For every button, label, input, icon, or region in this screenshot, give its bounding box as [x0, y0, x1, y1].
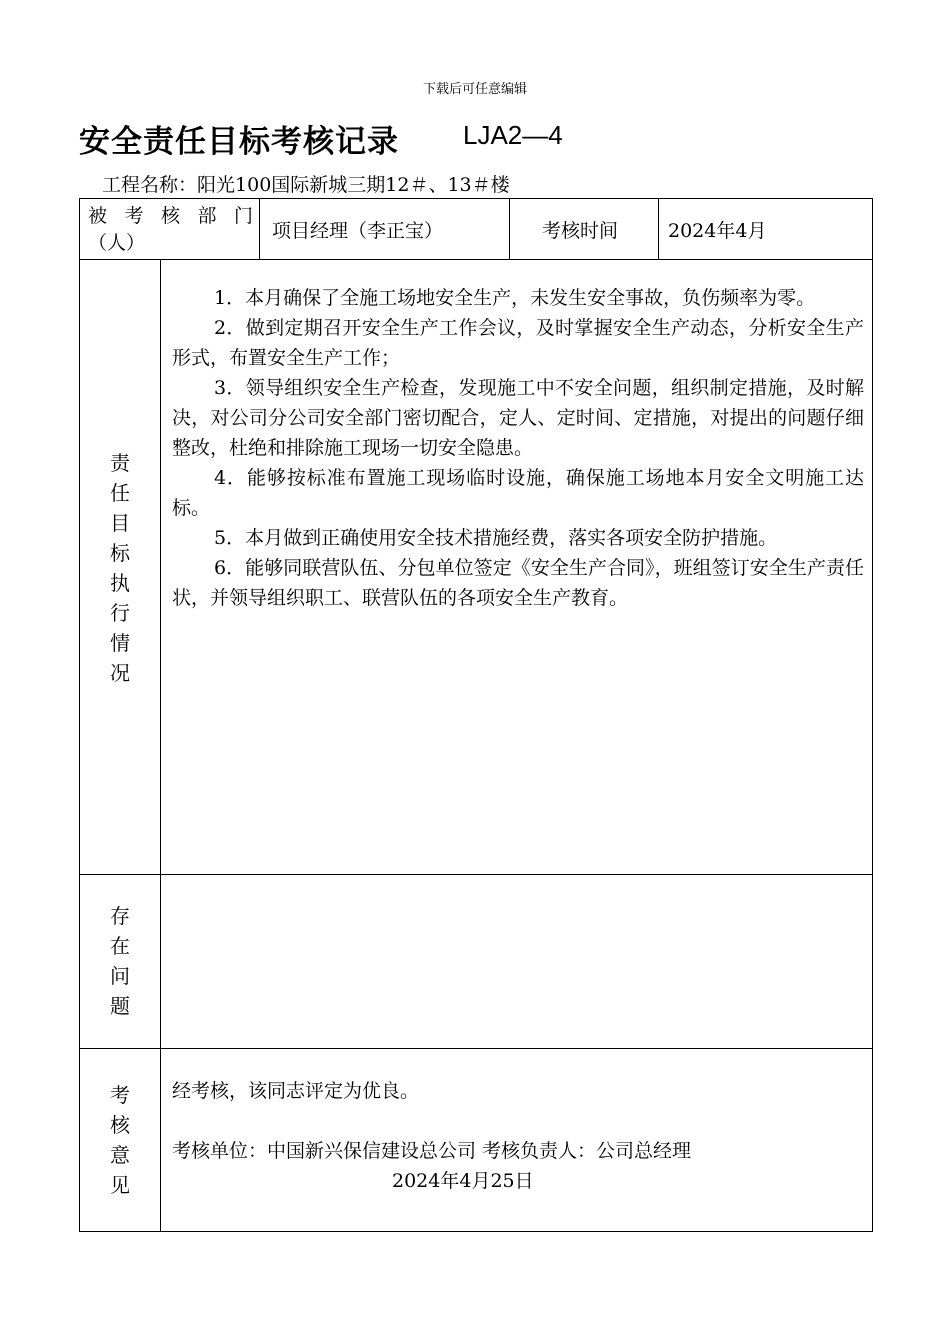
label-char: 题 — [110, 994, 130, 1018]
row-divider — [79, 259, 873, 260]
column-divider — [658, 198, 659, 259]
dept-label: 被考核部门 — [88, 205, 253, 227]
section-label-execution — [80, 448, 160, 688]
time-label: 考核时间 — [542, 220, 619, 242]
label-char: 标 — [110, 541, 130, 565]
label-char: 情 — [110, 631, 130, 655]
execution-item: 2．做到定期召开安全生产工作会议，及时掌握安全生产动态，分析安全生产形式，布置安全生产工作； — [172, 317, 864, 369]
column-divider — [160, 259, 161, 1232]
document-code: LJA2—4 — [463, 120, 563, 150]
execution-item: 5．本月做到正确使用安全技术措施经费，落实各项安全防护措施。 — [214, 527, 778, 549]
label-char: 执 — [110, 571, 130, 595]
label-char: 况 — [110, 661, 130, 685]
execution-item: 1．本月确保了全施工场地安全生产，未发生安全事故，负伤频率为零。 — [214, 287, 816, 309]
row-divider — [79, 874, 873, 875]
label-char: 行 — [110, 601, 130, 625]
dept-label-suffix: （人） — [88, 232, 146, 254]
label-char: 问 — [110, 964, 130, 988]
execution-item: 3．领导组织安全生产检查，发现施工中不安全问题，组织制定措施，及时解决，对公司分公司安全部门密切配合，定人、定时间、定措施，对提出的问题仔细整改，杜绝和排除施工现场一切安全隐患。 — [172, 377, 864, 459]
document-title: 安全责任目标考核记录 — [79, 124, 399, 160]
label-char: 考 — [110, 1083, 130, 1107]
column-divider — [509, 198, 510, 259]
label-char: 见 — [110, 1173, 130, 1197]
execution-items — [172, 283, 864, 613]
header-note: 下载后可任意编辑 — [422, 82, 527, 97]
project-label: 工程名称： — [102, 174, 198, 196]
execution-item: 4．能够按标准布置施工现场临时设施，确保施工场地本月安全文明施工达标。 — [172, 467, 864, 519]
label-char: 意 — [110, 1143, 130, 1167]
label-char: 责 — [110, 451, 130, 475]
column-divider — [259, 198, 260, 259]
assessment-date: 2024年4月25日 — [392, 1170, 534, 1192]
dept-value: 项目经理（李正宝） — [272, 220, 444, 242]
section-label-problems — [80, 901, 160, 1021]
label-char: 目 — [110, 511, 130, 535]
section-label-opinion — [80, 1080, 160, 1200]
execution-item: 6．能够同联营队伍、分包单位签定《安全生产合同》，班组签订安全生产责任状，并领导组织职工、联营队伍的各项安全生产教育。 — [172, 557, 864, 609]
opinion-text: 经考核，该同志评定为优良。 — [172, 1080, 420, 1102]
project-line — [102, 170, 510, 197]
label-char: 存 — [110, 904, 130, 928]
label-char: 任 — [110, 481, 130, 505]
signature-line: 考核单位：中国新兴保信建设总公司 考核负责人：公司总经理 — [172, 1140, 692, 1162]
label-char: 在 — [110, 934, 130, 958]
project-name: 阳光100国际新城三期12＃、13＃楼 — [197, 174, 510, 196]
row-divider — [79, 1048, 873, 1049]
time-value: 2024年4月 — [668, 220, 767, 242]
label-char: 核 — [110, 1113, 130, 1137]
